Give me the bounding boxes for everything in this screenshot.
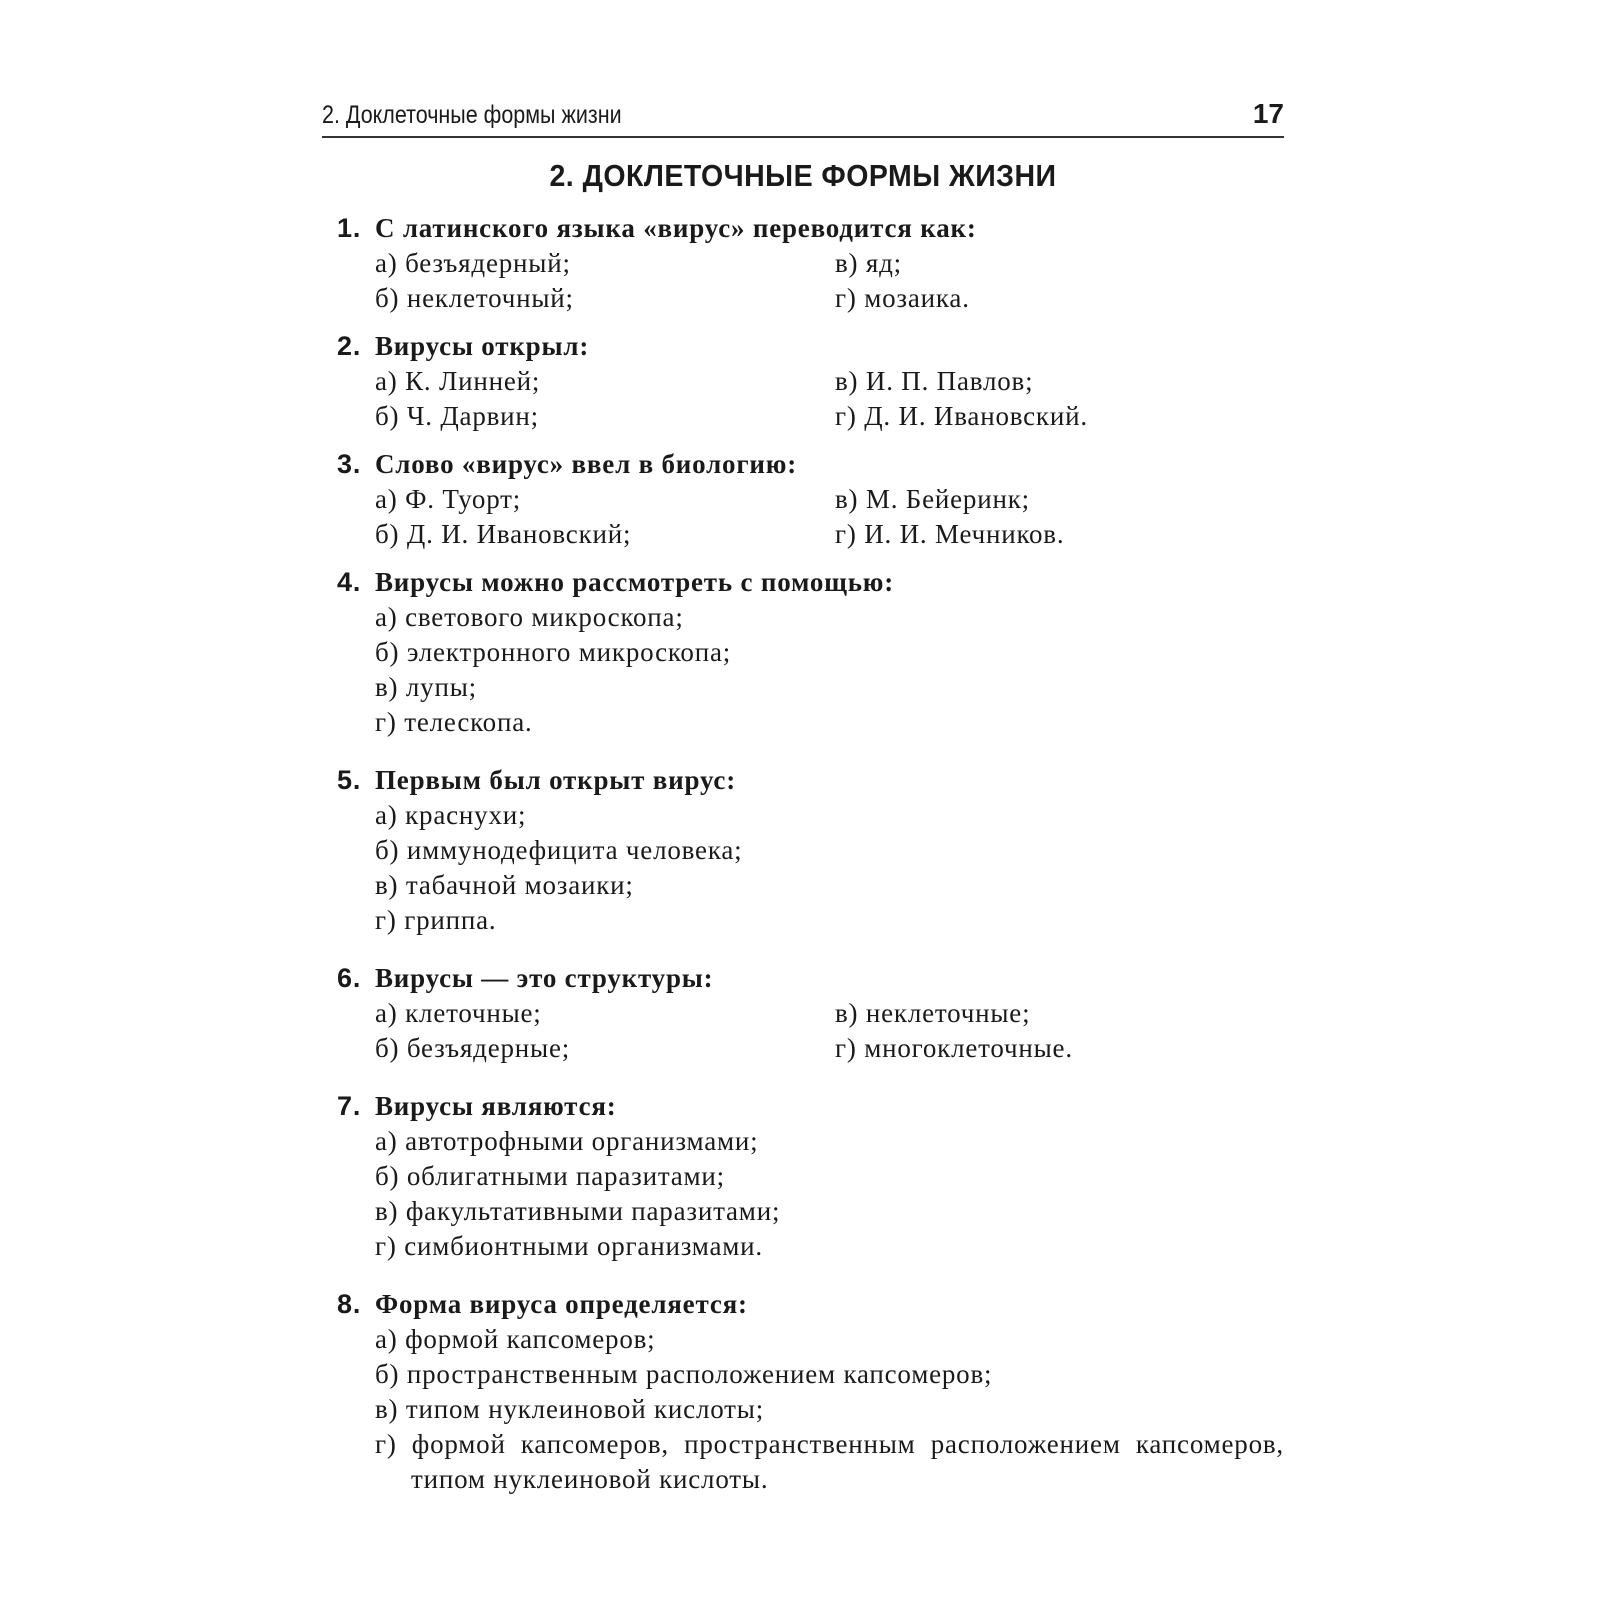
answer-option: г) многоклеточные. xyxy=(835,1033,1073,1063)
question-number: 3. xyxy=(337,448,362,479)
answer-option: а) автотрофными организмами; xyxy=(375,1126,759,1156)
question-number: 4. xyxy=(337,566,362,597)
answer-list xyxy=(322,364,1284,434)
question-number: 2. xyxy=(337,330,362,361)
question-number: 6. xyxy=(337,962,362,993)
answer-option: а) К. Линней; xyxy=(375,366,541,396)
question-header xyxy=(322,564,1284,600)
answer-option: б) облигатными паразитами; xyxy=(375,1161,725,1191)
answer-option: г) гриппа. xyxy=(375,905,497,935)
question-header xyxy=(322,210,1284,246)
page xyxy=(322,92,1284,1509)
question-text: С латинского языка «вирус» переводится как: xyxy=(375,212,977,243)
question-7 xyxy=(322,1088,1284,1264)
answer-option: в) табачной мозаики; xyxy=(375,870,634,900)
question-header xyxy=(322,328,1284,364)
answer-option: б) безъядерные; xyxy=(375,1033,571,1063)
answer-option: г) симбионтными организмами. xyxy=(375,1231,763,1261)
question-text: Вирусы — это структуры: xyxy=(375,962,714,993)
question-text: Вирусы являются: xyxy=(375,1090,617,1121)
answer-option: в) факультативными паразитами; xyxy=(375,1196,781,1226)
question-header xyxy=(322,1088,1284,1124)
answer-option: б) электронного микроскопа; xyxy=(375,637,732,667)
answer-option: б) неклеточный; xyxy=(375,283,574,313)
question-4 xyxy=(322,564,1284,740)
answer-option: в) лупы; xyxy=(375,672,477,702)
answer-option: а) формой капсомеров; xyxy=(375,1324,656,1354)
question-number: 1. xyxy=(337,212,362,243)
page-number: 17 xyxy=(1252,98,1284,129)
answer-option: а) Ф. Туорт; xyxy=(375,484,522,514)
answer-option: г) Д. И. Ивановский. xyxy=(835,401,1088,431)
question-header xyxy=(322,446,1284,482)
running-header xyxy=(322,92,1284,138)
answer-option: в) типом нуклеиновой кислоты; xyxy=(375,1394,765,1424)
question-header xyxy=(322,960,1284,996)
answer-option: б) Ч. Дарвин; xyxy=(375,401,539,431)
chapter-title: 2. ДОКЛЕТОЧНЫЕ ФОРМЫ ЖИЗНИ xyxy=(549,158,1057,193)
answer-option: в) И. П. Павлов; xyxy=(835,366,1034,396)
question-1 xyxy=(322,210,1284,316)
answer-list xyxy=(322,600,1284,740)
question-8 xyxy=(322,1286,1284,1497)
answer-list xyxy=(322,1124,1284,1264)
answer-option: б) пространственным расположением капсомеров; xyxy=(375,1359,993,1389)
question-text: Первым был открыт вирус: xyxy=(375,764,736,795)
answer-option: б) иммунодефицита человека; xyxy=(375,835,743,865)
answer-option: а) клеточные; xyxy=(375,998,542,1028)
answer-option: б) Д. И. Ивановский; xyxy=(375,519,632,549)
answer-option: г) мозаика. xyxy=(835,283,970,313)
question-header xyxy=(322,762,1284,798)
answer-list xyxy=(322,798,1284,938)
answer-option: а) светового микроскопа; xyxy=(375,602,684,632)
question-2 xyxy=(322,328,1284,434)
answer-list xyxy=(322,1322,1284,1497)
question-number: 7. xyxy=(337,1090,362,1121)
running-title: 2. Доклеточные формы жизни xyxy=(322,101,622,129)
question-6 xyxy=(322,960,1284,1066)
question-text: Вирусы можно рассмотреть с помощью: xyxy=(375,566,895,597)
answer-option: г) И. И. Мечников. xyxy=(835,519,1065,549)
question-header xyxy=(322,1286,1284,1322)
question-3 xyxy=(322,446,1284,552)
answer-option: в) М. Бейеринк; xyxy=(835,484,1030,514)
question-text: Слово «вирус» ввел в биологию: xyxy=(375,448,797,479)
question-number: 5. xyxy=(337,764,362,795)
question-5 xyxy=(322,762,1284,938)
answer-list xyxy=(322,246,1284,316)
question-text: Вирусы открыл: xyxy=(375,330,590,361)
answer-option: а) безъядерный; xyxy=(375,248,571,278)
answer-option: г) формой капсомеров, пространственным расположением капсомеров, типом нуклеиновой кислоты. xyxy=(375,1429,1284,1494)
answer-option: в) яд; xyxy=(835,248,902,278)
question-number: 8. xyxy=(337,1288,362,1319)
question-text: Форма вируса определяется: xyxy=(375,1288,748,1319)
answer-list xyxy=(322,482,1284,552)
answer-option: а) краснухи; xyxy=(375,800,527,830)
answer-list xyxy=(322,996,1284,1066)
answer-option: в) неклеточные; xyxy=(835,998,1031,1028)
answer-option: г) телескопа. xyxy=(375,707,533,737)
